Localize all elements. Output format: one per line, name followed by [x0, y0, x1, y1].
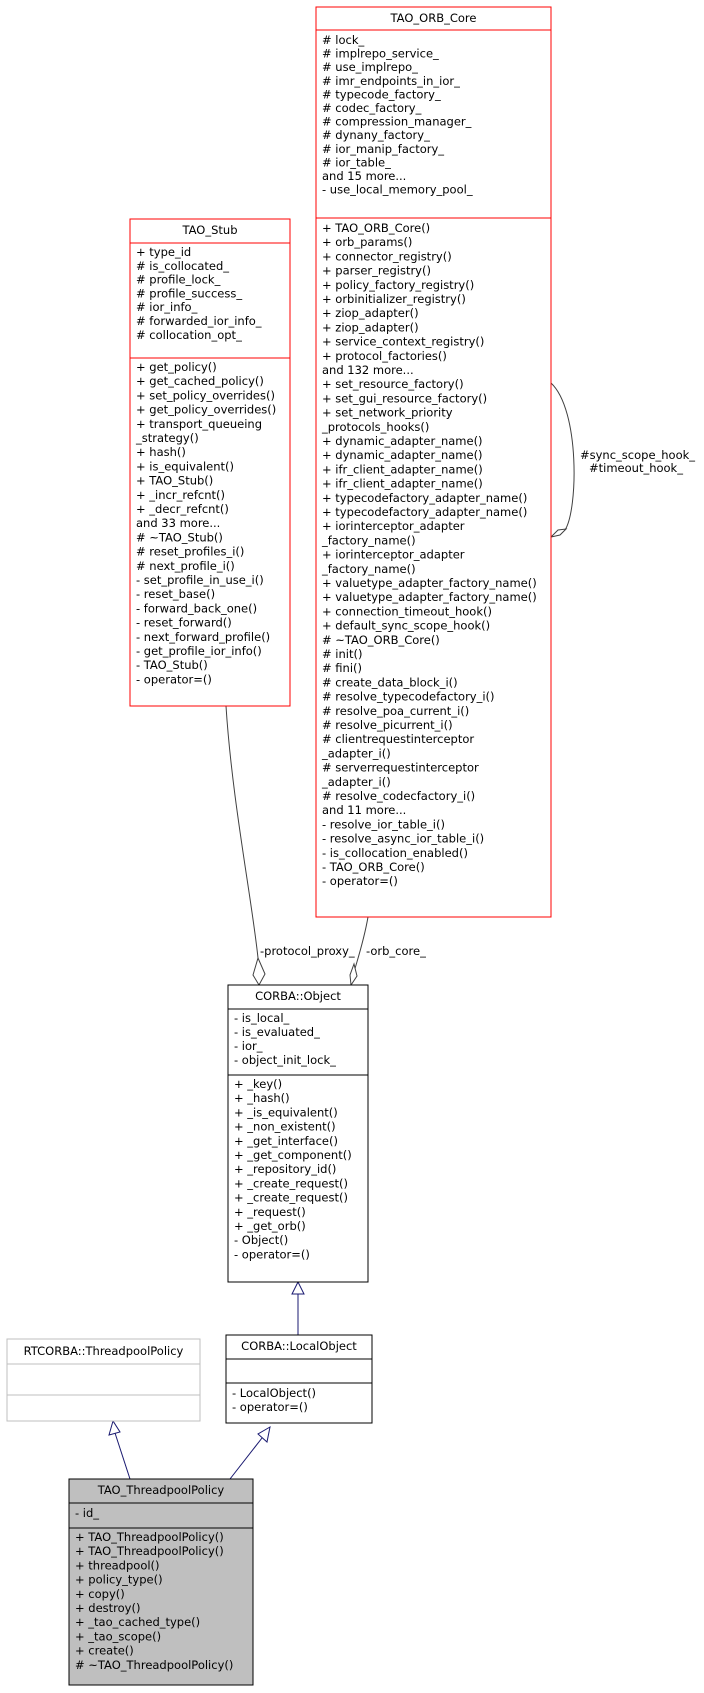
orb-core-label: -orb_core_: [366, 944, 426, 958]
operation-item: _strategy(): [136, 431, 199, 445]
attribute-item: # codec_factory_: [322, 101, 422, 115]
class-rtcorba-threadpoolpolicy[interactable]: [7, 1339, 200, 1421]
localobject-inherit-arrow: [292, 1282, 304, 1294]
operation-item: + ifr_client_adapter_name(): [322, 476, 483, 491]
operation-item: - TAO_ORB_Core(): [322, 860, 425, 874]
operation-item: # resolve_codecfactory_i(): [322, 789, 476, 803]
operation-item: # create_data_block_i(): [322, 675, 458, 690]
operation-item: + create(): [75, 1643, 134, 1658]
attribute-item: - use_local_memory_pool_: [322, 182, 473, 197]
operation-item: + ziop_adapter(): [322, 306, 419, 321]
operation-item: # next_profile_i(): [136, 558, 235, 573]
class-corba-localobject[interactable]: [226, 1335, 372, 1423]
operation-item: - resolve_ior_table_i(): [322, 817, 445, 832]
operation-item: _adapter_i(): [322, 746, 391, 761]
operation-item: + threadpool(): [75, 1558, 160, 1573]
localobject2-inherit-line: [230, 1438, 262, 1479]
operation-item: + parser_registry(): [322, 263, 431, 278]
operation-item: and 33 more...: [136, 516, 221, 531]
operation-item: - reset_forward(): [136, 615, 232, 630]
operation-item: + policy_factory_registry(): [322, 277, 475, 292]
operation-item: + iorinterceptor_adapter: [322, 519, 465, 534]
operation-item: + TAO_ThreadpoolPolicy(): [75, 1544, 224, 1559]
operation-item: - next_forward_profile(): [136, 629, 271, 644]
operation-item: # ~TAO_ORB_Core(): [322, 632, 440, 647]
operation-item: - get_profile_ior_info(): [136, 644, 262, 658]
operation-item: + _hash(): [234, 1091, 290, 1106]
operation-item: + valuetype_adapter_factory_name(): [322, 590, 537, 605]
operation-item: + dynamic_adapter_name(): [322, 448, 483, 463]
operation-item: + set_network_priority: [322, 405, 453, 420]
operation-item: # init(): [322, 647, 363, 661]
operation-item: + _request(): [234, 1204, 306, 1219]
operation-item: # resolve_typecodefactory_i(): [322, 689, 495, 704]
operation-item: + protocol_factories(): [322, 348, 447, 363]
operation-item: # clientrequestinterceptor: [322, 732, 475, 747]
self-hook-edge: [551, 383, 574, 530]
class-title: TAO_Stub: [182, 223, 238, 237]
operation-item: + typecodefactory_adapter_name(): [322, 505, 528, 519]
operation-item: - resolve_async_ior_table_i(): [322, 831, 485, 846]
operation-item: + orbinitializer_registry(): [322, 292, 466, 306]
attribute-item: and 15 more...: [322, 169, 407, 183]
attribute-item: - object_init_lock_: [234, 1053, 336, 1067]
operation-item: + get_policy(): [136, 360, 217, 374]
attribute-item: # compression_manager_: [322, 114, 472, 129]
operation-item: + TAO_Stub(): [136, 473, 214, 488]
attribute-item: - is_evaluated_: [234, 1025, 320, 1039]
operation-item: + _decr_refcnt(): [136, 502, 229, 516]
operation-item: + set_resource_factory(): [322, 377, 464, 392]
class-tao-orb-core[interactable]: [316, 7, 551, 917]
operation-item: + _get_interface(): [234, 1133, 338, 1148]
operation-item: - forward_back_one(): [136, 601, 258, 616]
attribute-item: # typecode_factory_: [322, 87, 441, 102]
operation-item: + get_cached_policy(): [136, 374, 264, 389]
operation-item: - Object(): [234, 1233, 289, 1248]
attribute-item: # implrepo_service_: [322, 46, 439, 61]
operation-item: - is_collocation_enabled(): [322, 845, 468, 860]
operation-item: and 132 more...: [322, 363, 414, 377]
operation-item: + set_gui_resource_factory(): [322, 391, 488, 406]
self-hook-diamond: [551, 529, 566, 537]
attribute-item: # collocation_opt_: [136, 327, 242, 342]
class-corba-object[interactable]: [228, 985, 368, 1282]
operation-item: # ~TAO_ThreadpoolPolicy(): [75, 1657, 234, 1672]
operation-item: + _incr_refcnt(): [136, 487, 226, 502]
attribute-item: # lock_: [322, 33, 365, 47]
class-tao-stub[interactable]: [130, 219, 290, 706]
operation-item: + transport_queueing: [136, 416, 262, 431]
operation-item: - reset_base(): [136, 587, 216, 602]
operation-item: + dynamic_adapter_name(): [322, 434, 483, 448]
operation-item: # fini(): [322, 661, 362, 676]
localobject2-inherit-arrow: [258, 1427, 270, 1442]
timeout-hook-label: #timeout_hook_: [589, 461, 683, 475]
operation-item: - operator=(): [136, 672, 212, 687]
operation-item: _factory_name(): [322, 561, 416, 576]
attribute-item: # ior_table_: [322, 155, 391, 170]
operation-item: + valuetype_adapter_factory_name(): [322, 576, 537, 590]
operation-item: - operator=(): [234, 1247, 310, 1262]
rtcorba-inherit-arrow: [109, 1421, 120, 1435]
operation-item: + TAO_ThreadpoolPolicy(): [75, 1530, 224, 1544]
operation-item: _factory_name(): [322, 533, 416, 548]
operation-item: + service_context_registry(): [322, 334, 485, 349]
class-title: TAO_ORB_Core: [390, 11, 477, 25]
attribute-item: - id_: [75, 1506, 100, 1520]
operation-item: + destroy(): [75, 1601, 141, 1615]
operation-item: - TAO_Stub(): [136, 658, 208, 673]
attribute-item: # use_implrepo_: [322, 60, 418, 75]
operation-item: # ~TAO_Stub(): [136, 530, 223, 545]
attribute-item: # forwarded_ior_info_: [136, 314, 262, 328]
operation-item: + typecodefactory_adapter_name(): [322, 490, 528, 505]
rtcorba-inherit-line: [115, 1433, 130, 1479]
attribute-item: - is_local_: [234, 1011, 290, 1025]
operation-item: + _get_orb(): [234, 1219, 306, 1233]
operation-item: + _is_equivalent(): [234, 1105, 338, 1120]
operation-item: # serverrequestinterceptor: [322, 760, 479, 775]
operation-item: - LocalObject(): [232, 1386, 317, 1400]
sync-scope-hook-label: #sync_scope_hook_: [580, 448, 696, 462]
orb-core-diamond: [350, 964, 357, 985]
protocol-proxy-diamond: [253, 958, 265, 985]
operation-item: + TAO_ORB_Core(): [322, 221, 431, 235]
attribute-item: - ior_: [234, 1039, 263, 1053]
operation-item: + _repository_id(): [234, 1162, 337, 1177]
operation-item: + get_policy_overrides(): [136, 402, 277, 417]
attribute-item: # profile_lock_: [136, 272, 221, 287]
operation-item: + _create_request(): [234, 1176, 348, 1191]
attribute-item: # is_collocated_: [136, 258, 230, 273]
operation-item: # resolve_poa_current_i(): [322, 703, 470, 718]
operation-item: + iorinterceptor_adapter: [322, 547, 465, 562]
operation-item: _adapter_i(): [322, 774, 391, 789]
operation-item: + connector_registry(): [322, 249, 452, 264]
operation-item: + ifr_client_adapter_name(): [322, 462, 483, 477]
attribute-item: + type_id: [136, 245, 192, 259]
class-title: TAO_ThreadpoolPolicy: [97, 1483, 225, 1497]
operation-item: + _tao_scope(): [75, 1629, 162, 1644]
class-title: CORBA::LocalObject: [241, 1339, 357, 1353]
attribute-item: # ior_info_: [136, 300, 198, 315]
attribute-item: # imr_endpoints_in_ior_: [322, 73, 460, 88]
operation-item: - set_profile_in_use_i(): [136, 573, 264, 587]
operation-item: and 11 more...: [322, 803, 407, 818]
operation-item: + _create_request(): [234, 1190, 348, 1205]
operation-item: + orb_params(): [322, 235, 413, 250]
attribute-item: # dynany_factory_: [322, 128, 430, 143]
attribute-item: # profile_success_: [136, 286, 243, 301]
class-title: CORBA::Object: [255, 989, 341, 1003]
operation-item: - operator=(): [322, 874, 398, 889]
operation-item: + _get_component(): [234, 1148, 352, 1162]
operation-item: + _key(): [234, 1077, 283, 1091]
operation-item: + _non_existent(): [234, 1119, 336, 1134]
operation-item: + policy_type(): [75, 1572, 163, 1587]
class-tao-threadpoolpolicy[interactable]: [69, 1479, 253, 1685]
operation-item: + hash(): [136, 445, 186, 460]
operation-item: + connection_timeout_hook(): [322, 604, 492, 619]
operation-item: # resolve_picurrent_i(): [322, 718, 453, 732]
operation-item: # reset_profiles_i(): [136, 544, 245, 559]
attribute-item: # ior_manip_factory_: [322, 141, 445, 156]
protocol-proxy-edge: [226, 706, 258, 958]
operation-item: + _tao_cached_type(): [75, 1615, 201, 1630]
operation-item: + is_equivalent(): [136, 459, 234, 474]
operation-item: + copy(): [75, 1586, 125, 1601]
operation-item: + ziop_adapter(): [322, 320, 419, 335]
operation-item: - operator=(): [232, 1400, 308, 1414]
operation-item: + set_policy_overrides(): [136, 388, 275, 403]
operation-item: _protocols_hooks(): [322, 419, 430, 434]
class-title: RTCORBA::ThreadpoolPolicy: [23, 1344, 184, 1358]
protocol-proxy-label: -protocol_proxy_: [260, 944, 355, 958]
operation-item: + default_sync_scope_hook(): [322, 618, 491, 633]
